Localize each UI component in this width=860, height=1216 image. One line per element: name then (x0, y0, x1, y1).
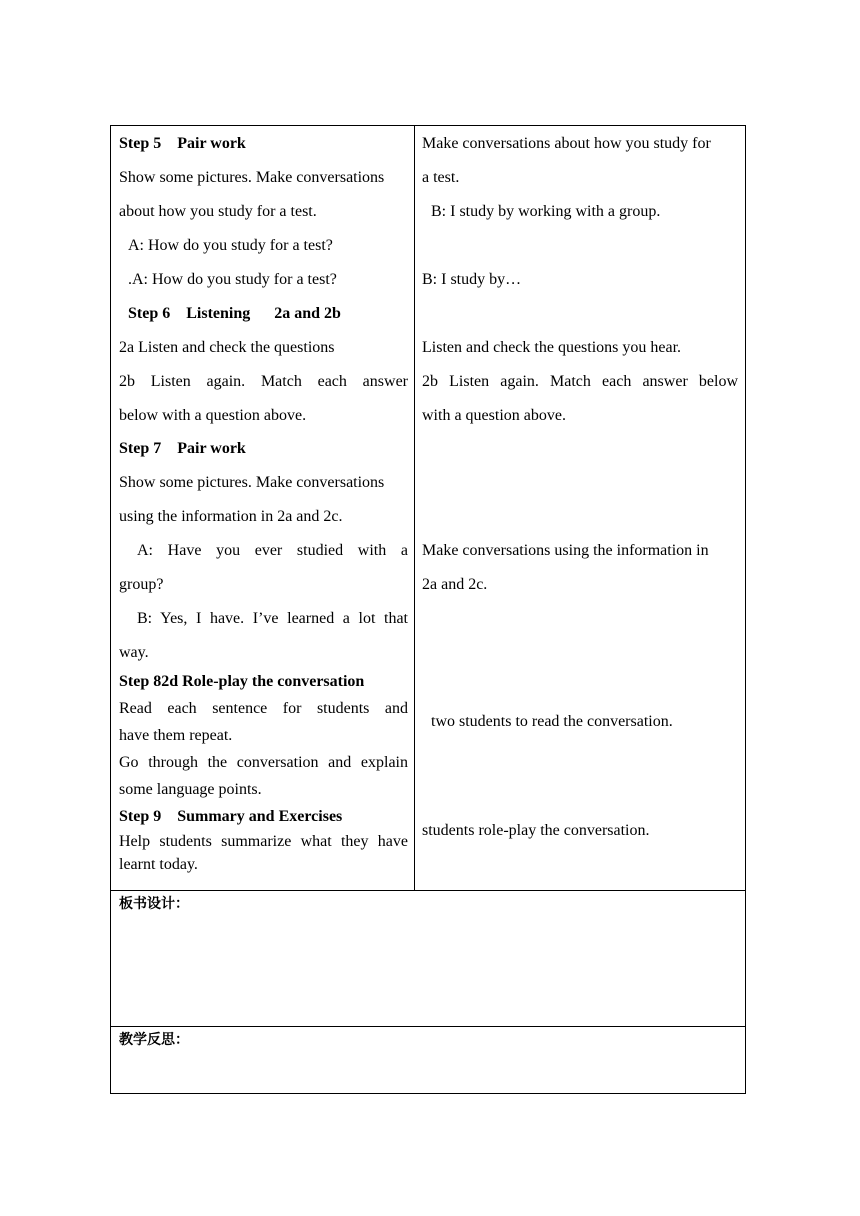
teaching-reflection-label: 教学反思： (119, 1032, 189, 1048)
right-step6-2b-line2: with a question above. (422, 407, 566, 424)
row-divider-reflection (111, 1026, 745, 1027)
right-step5-b1: B: I study by working with a group. (431, 203, 661, 220)
right-step5-line2: a test. (422, 169, 460, 186)
step9-line2: learnt today. (119, 856, 198, 873)
step5-dialogue-a1: A: How do you study for a test? (128, 237, 333, 254)
step6-2b-line2: below with a question above. (119, 407, 307, 424)
right-step7-line2: 2a and 2c. (422, 576, 488, 593)
step8-read-line1: Read each sentence for students and (119, 700, 408, 717)
step9-title: Step 9 Summary and Exercises (119, 808, 343, 825)
right-step6-2b-line1: 2b Listen again. Match each answer below (422, 373, 738, 390)
step5-dialogue-a2: .A: How do you study for a test? (128, 271, 337, 288)
right-step9-text: students role-play the conversation. (422, 822, 650, 839)
step7-instruction-line1: Show some pictures. Make conversations (119, 474, 385, 491)
step5-instruction-line1: Show some pictures. Make conversations (119, 169, 385, 186)
board-design-label: 板书设计： (119, 896, 189, 912)
step5-title: Step 5 Pair work (119, 135, 246, 152)
row-divider-board (111, 890, 745, 891)
step7-title: Step 7 Pair work (119, 440, 246, 457)
step6-2b-line1: 2b Listen again. Match each answer (119, 373, 408, 390)
right-step8-text: two students to read the conversation. (431, 713, 673, 730)
right-step6-check: Listen and check the questions you hear. (422, 339, 682, 356)
step7-dialogue-a-line2: group? (119, 576, 164, 593)
step8-go-line1: Go through the conversation and explain (119, 754, 408, 771)
lesson-plan-table (110, 125, 746, 1094)
right-step7-line1: Make conversations using the information in (422, 542, 709, 559)
step7-dialogue-b-line2: way. (119, 644, 149, 661)
step7-dialogue-a-line1: A: Have you ever studied with a (137, 542, 408, 559)
step6-title: Step 6 Listening 2a and 2b (128, 305, 341, 322)
right-step5-b2: B: I study by… (422, 271, 522, 288)
step8-read-line2: have them repeat. (119, 727, 233, 744)
step7-dialogue-b-line1: B: Yes, I have. I’ve learned a lot that (137, 610, 408, 627)
step5-instruction-line2: about how you study for a test. (119, 203, 317, 220)
step7-instruction-line2: using the information in 2a and 2c. (119, 508, 343, 525)
step6-2a-text: 2a Listen and check the questions (119, 339, 335, 356)
step8-go-line2: some language points. (119, 781, 262, 798)
step8-title: Step 82d Role-play the conversation (119, 673, 365, 690)
step9-line1: Help students summarize what they have (119, 833, 408, 850)
column-divider (414, 126, 415, 890)
right-step5-line1: Make conversations about how you study for (422, 135, 711, 152)
